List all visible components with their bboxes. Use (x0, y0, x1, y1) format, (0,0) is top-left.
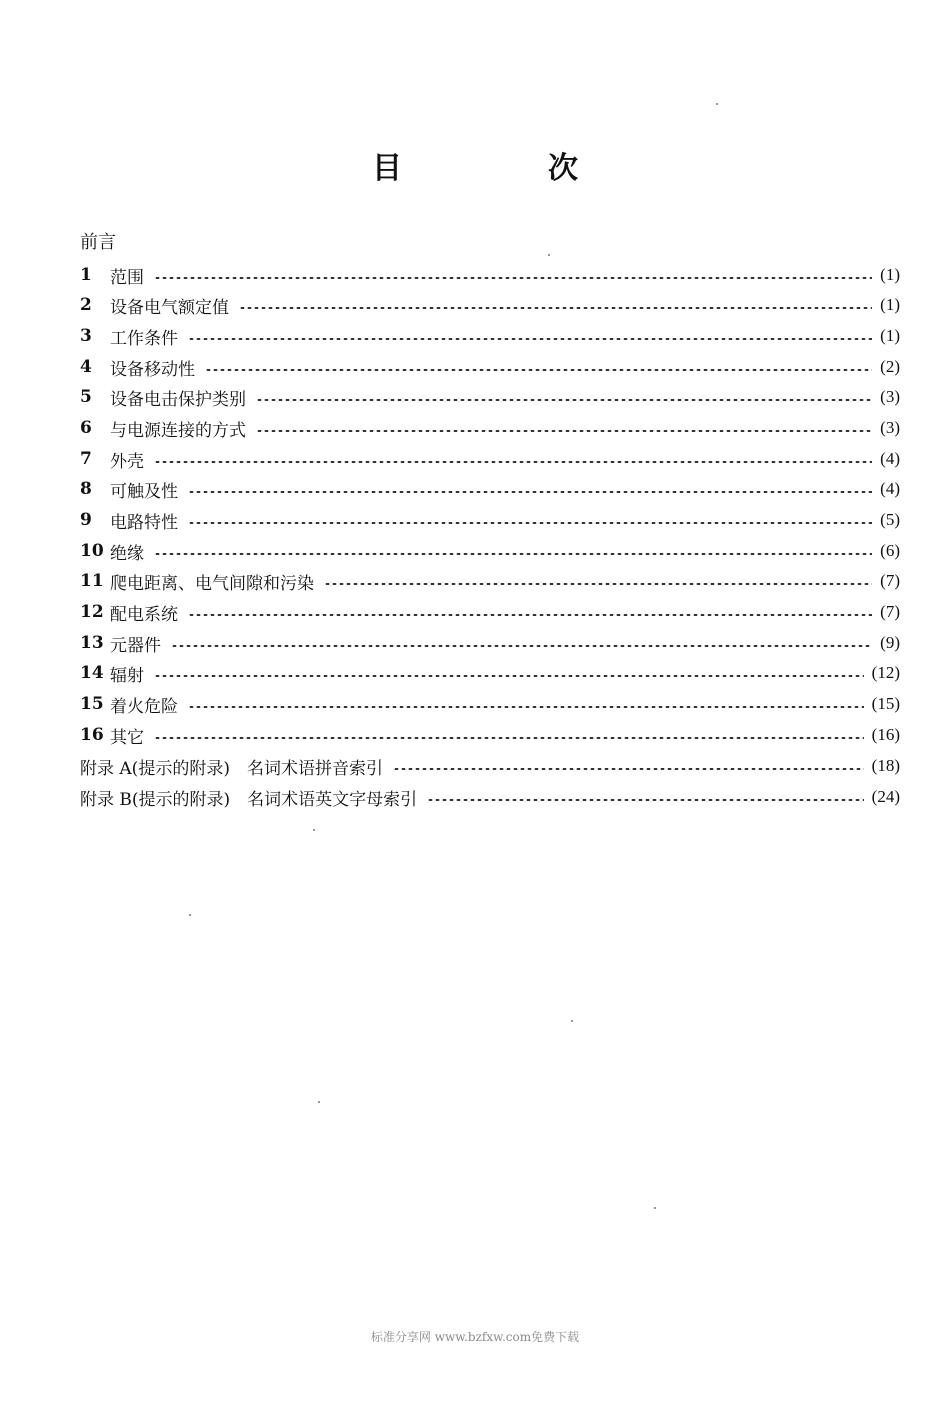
toc-entry-page: (9) (880, 633, 900, 652)
toc-entry-page: (12) (871, 663, 900, 682)
toc-leader-dots (188, 491, 872, 493)
toc-entry[interactable] (80, 505, 900, 535)
toc-leader-dots (154, 461, 872, 463)
toc-entry-page: (24) (871, 787, 900, 806)
toc-entry-page: (1) (880, 326, 900, 345)
toc-appendix-label: 附录 A(提示的附录) 名词术语拼音索引 (80, 758, 383, 779)
toc-leader-dots (188, 706, 864, 708)
toc-entry-page: (3) (880, 387, 900, 406)
toc-entry-label: 设备电击保护类别 (110, 389, 246, 410)
toc-appendix-entry[interactable] (80, 782, 900, 812)
toc-appendix-entry[interactable] (80, 751, 900, 781)
toc-entry-number: 1 (80, 265, 92, 285)
toc-entry-label: 着火危险 (110, 696, 178, 717)
toc-entry[interactable] (80, 260, 900, 290)
toc-leader-dots (154, 553, 872, 555)
toc-entry-number: 4 (80, 357, 92, 377)
toc-entry-page: (18) (871, 756, 900, 775)
toc-entry-number: 13 (80, 633, 104, 653)
scan-speck (571, 1020, 573, 1022)
scan-speck (654, 1207, 656, 1209)
toc-entry-label: 范围 (110, 267, 144, 288)
toc-entry-number: 16 (80, 725, 104, 745)
toc-entry[interactable] (80, 566, 900, 596)
scan-speck (716, 103, 718, 105)
scan-speck (548, 254, 550, 256)
scan-speck (318, 1101, 320, 1103)
toc-entry-label: 绝缘 (110, 543, 144, 564)
toc-entry-number: 9 (80, 510, 92, 530)
toc-entry-number: 3 (80, 326, 92, 346)
toc-leader-dots (188, 522, 872, 524)
toc-leader-dots (256, 399, 872, 401)
toc-entry-number: 7 (80, 449, 92, 469)
toc-entry-label: 设备移动性 (110, 359, 195, 380)
toc-leader-dots (205, 369, 872, 371)
toc-entry-label: 可触及性 (110, 481, 178, 502)
toc-entry-number: 5 (80, 387, 92, 407)
toc-entry-label: 元器件 (110, 635, 161, 656)
toc-entry-page: (5) (880, 510, 900, 529)
toc-entry-label: 爬电距离、电气间隙和污染 (110, 573, 314, 594)
toc-entry-label: 设备电气额定值 (110, 297, 229, 318)
toc-entry-page: (3) (880, 418, 900, 437)
toc-leader-dots (427, 799, 864, 801)
toc-entry-page: (16) (871, 725, 900, 744)
toc-leader-dots (154, 737, 864, 739)
toc-entry-label: 电路特性 (110, 512, 178, 533)
toc-entry-page: (1) (880, 295, 900, 314)
toc-entry-number: 6 (80, 418, 92, 438)
toc-entry[interactable] (80, 628, 900, 658)
toc-entry[interactable] (80, 536, 900, 566)
toc-entry-number: 11 (80, 571, 104, 591)
toc-leader-dots (154, 277, 872, 279)
toc-entry-page: (7) (880, 571, 900, 590)
toc-entry-label: 配电系统 (110, 604, 178, 625)
toc-entry-number: 15 (80, 694, 104, 714)
toc-entry[interactable] (80, 474, 900, 504)
toc-entry[interactable] (80, 382, 900, 412)
toc-entry-number: 10 (80, 541, 104, 561)
footer-watermark: 标准分享网 www.bzfxw.com免费下载 (370, 1330, 580, 1344)
toc-entry-number: 2 (80, 295, 92, 315)
toc-entry[interactable] (80, 444, 900, 474)
toc-entry-label: 辐射 (110, 665, 144, 686)
toc-entry[interactable] (80, 720, 900, 750)
toc-entry-label: 外壳 (110, 451, 144, 472)
toc-entry[interactable] (80, 321, 900, 351)
toc-entry-page: (6) (880, 541, 900, 560)
toc-entry-page: (4) (880, 479, 900, 498)
toc-leader-dots (393, 768, 864, 770)
toc-entry-page: (1) (880, 265, 900, 284)
toc-leader-dots (239, 307, 872, 309)
toc-leader-dots (188, 614, 872, 616)
toc-preface: 前言 (80, 232, 116, 253)
toc-entry[interactable] (80, 689, 900, 719)
scan-speck (189, 914, 191, 916)
page-title: 目 次 (372, 151, 636, 186)
scan-speck (313, 829, 315, 831)
toc-leader-dots (324, 583, 872, 585)
toc-entry-page: (2) (880, 357, 900, 376)
toc-appendix-label: 附录 B(提示的附录) 名词术语英文字母索引 (80, 789, 418, 810)
toc-entry-number: 12 (80, 602, 104, 622)
toc-entry[interactable] (80, 658, 900, 688)
toc-leader-dots (171, 645, 872, 647)
toc-entry-page: (4) (880, 449, 900, 468)
toc-leader-dots (188, 338, 872, 340)
toc-entry-number: 8 (80, 479, 92, 499)
toc-entry[interactable] (80, 413, 900, 443)
toc-entry-page: (7) (880, 602, 900, 621)
toc-entry-label: 与电源连接的方式 (110, 420, 246, 441)
toc-entry-label: 工作条件 (110, 328, 178, 349)
toc-entry[interactable] (80, 597, 900, 627)
toc-leader-dots (256, 430, 872, 432)
toc-entry-page: (15) (871, 694, 900, 713)
toc-entry-number: 14 (80, 663, 104, 683)
toc-leader-dots (154, 675, 864, 677)
toc-entry[interactable] (80, 352, 900, 382)
toc-entry[interactable] (80, 290, 900, 320)
toc-entry-label: 其它 (110, 727, 144, 748)
